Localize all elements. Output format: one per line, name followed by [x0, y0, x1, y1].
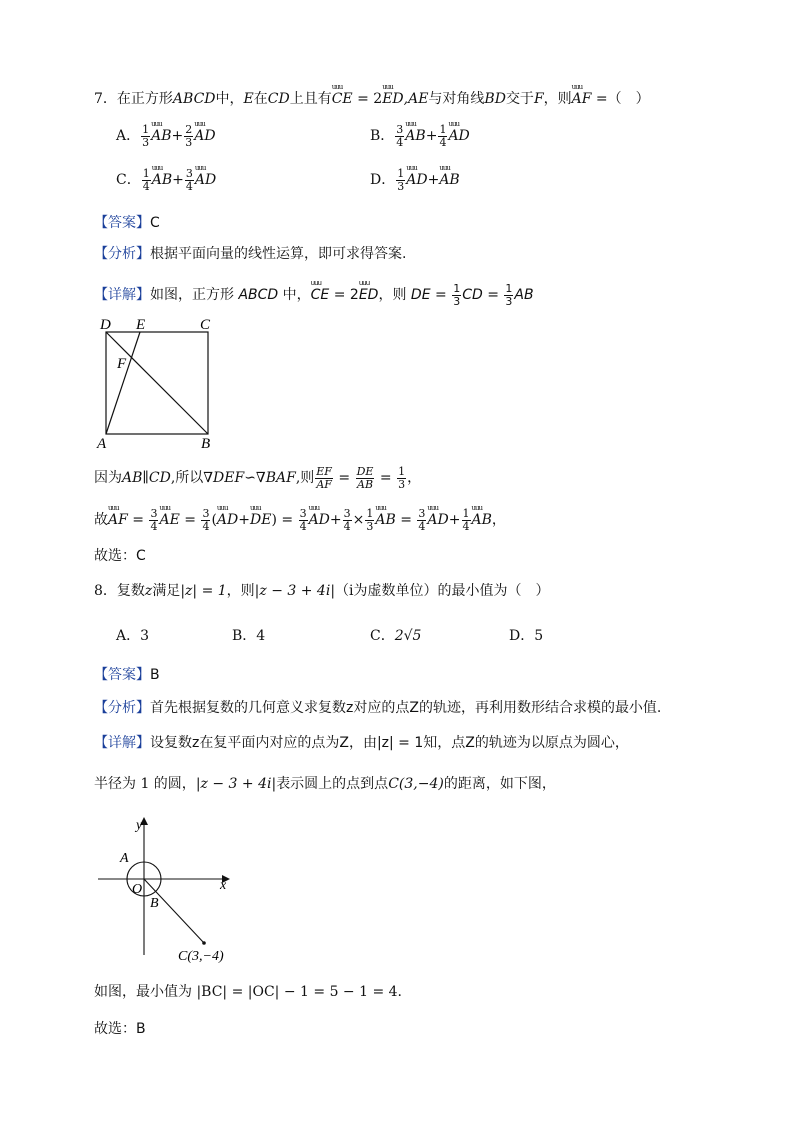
q8-final: 故选：B: [94, 1021, 146, 1037]
label-c: C(3,−4): [178, 949, 224, 964]
q8-option-a[interactable]: A．3: [116, 628, 150, 644]
label-d: D: [100, 317, 111, 333]
q7-analysis: 【分析】根据平面向量的线性运算，即可求得答案.: [94, 246, 407, 262]
q7-stem: 7．在正方形ABCD中，E在CD上且有uuu CE = 2uuu ED,AE与对角线BD交于F，则uuu AF =（ ）: [94, 92, 650, 106]
label-b: B: [150, 896, 159, 911]
label-e: E: [136, 317, 146, 333]
label-a: A: [120, 851, 129, 866]
label-f: F: [117, 356, 127, 372]
q8-detail-line1: 【详解】设复数z在复平面内对应的点为Z，由|z| = 1知，点Z的轨迹为以原点为圆心，: [94, 735, 629, 751]
q7-option-a[interactable]: A． $\frac{1}{3}$ uuu AB+ $\frac{2}{3}$ uuu AD: [116, 124, 216, 148]
square-figure: [96, 314, 236, 450]
q7-option-d[interactable]: D． $\frac{1}{3}$ uuu AD+uuu AB: [370, 168, 460, 192]
q8-detail-line2: 半径为 1 的圆，|z − 3 + 4i|表示圆上的点到点C(3,−4)的距离，如下图，: [94, 776, 556, 792]
label-a: A: [97, 436, 107, 450]
point-c: [202, 941, 206, 945]
label-o: O: [132, 882, 143, 897]
label-y: y: [136, 818, 143, 833]
q8-option-d[interactable]: D．5: [509, 628, 544, 644]
label-c: C: [200, 317, 211, 333]
q8-option-b[interactable]: B．4: [232, 628, 266, 644]
q8-answer: 【答案】B: [94, 667, 160, 683]
segment-ae: [106, 332, 140, 434]
q7-final: 故选：C: [94, 548, 146, 564]
label-b: B: [201, 436, 211, 450]
diagonal-bd: [106, 332, 208, 434]
q8-option-c[interactable]: C．2√5: [370, 628, 422, 644]
q8-conclusion: 如图，最小值为 |BC| = |OC| − 1 = 5 − 1 = 4.: [94, 984, 402, 1000]
complex-plane-figure: [94, 815, 254, 965]
q7-because-line: 因为AB∥CD,所以∇DEF∽∇BAF,则 $\frac{EF}{AF}$ = $\frac{DE}{AB}$ = $\frac{1}{3}$ ，: [94, 465, 422, 491]
q8-stem: 8．复数z满足|z| = 1，则|z − 3 + 4i|（i为虚数单位）的最小值为（ ）: [94, 583, 550, 599]
q8-analysis: 【分析】首先根据复数的几何意义求复数z对应的点Z的轨迹，再利用数形结合求模的最小值.: [94, 700, 662, 716]
segment-oc: [144, 879, 204, 943]
label-x: x: [220, 878, 227, 893]
q7-detail-line1: 【详解】如图，正方形 ABCD 中，uuu CE = 2uuu ED，则 DE = $\frac{1}{3}$ CD = $\frac{1}{3}$ AB: [94, 283, 534, 307]
q7-answer: 【答案】C: [94, 215, 160, 231]
q7-so-line: 故uuu AF = $\frac{3}{4}$ uuu AE = $\frac{3}{4}$ (uuu AD+uuu DE) = $\frac{3}{4}$ uuu AD+ $\frac{3}{4}$ × $\frac{1}{3}$ uuu AB = $\frac{3}{4}$ uuu AD+ $\frac{1}{4}$ uuu AB，: [94, 508, 506, 532]
q7-option-c[interactable]: C． $\frac{1}{4}$ uuu AB+ $\frac{3}{4}$ uuu AD: [116, 168, 216, 192]
q7-option-b[interactable]: B． $\frac{3}{4}$ uuu AB+ $\frac{1}{4}$ uuu AD: [370, 124, 470, 148]
